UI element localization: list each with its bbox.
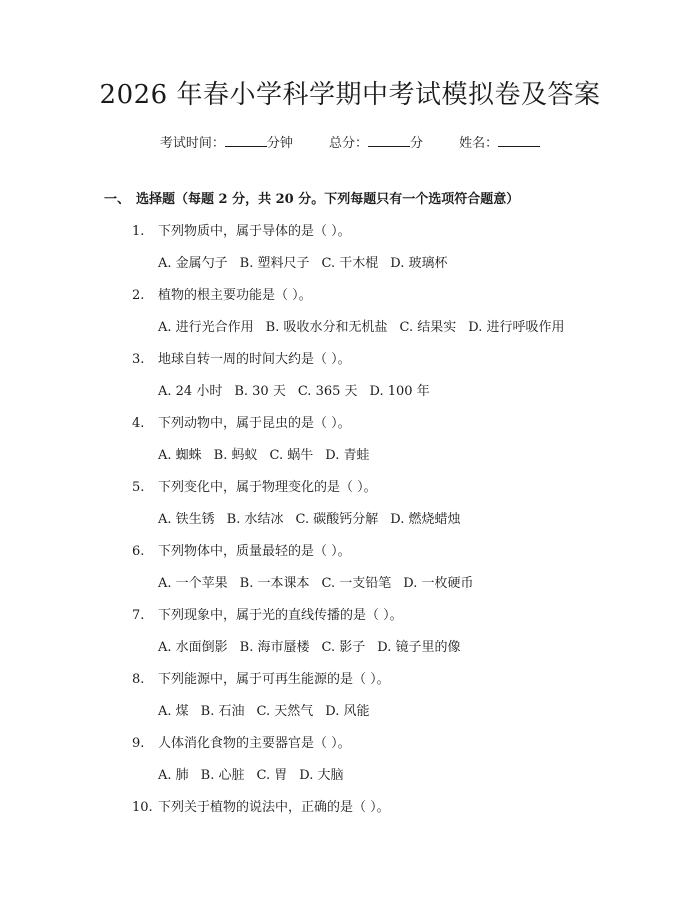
exam-time	[160, 136, 297, 151]
question-number: 10.	[132, 800, 153, 815]
option-item: D. 100 年	[369, 384, 430, 399]
question-text: 下列现象中，属于光的直线传播的是（ ）。	[158, 608, 403, 623]
section-number: 一、	[104, 192, 131, 207]
question-text: 植物的根主要功能是（ ）。	[158, 288, 312, 303]
time-blank	[225, 132, 267, 147]
option-item: B. 水结冰	[226, 512, 284, 527]
options-4	[158, 446, 381, 466]
option-item: C. 一支铅笔	[321, 576, 392, 591]
name-blank	[498, 132, 540, 147]
question-8	[132, 670, 390, 690]
option-item: D. 玻璃杯	[390, 256, 448, 271]
question-number: 9.	[132, 736, 145, 751]
option-item: B. 30 天	[234, 384, 286, 399]
question-2	[132, 286, 312, 306]
option-item: B. 一本课本	[239, 576, 310, 591]
question-7	[132, 606, 403, 626]
question-text: 人体消化食物的主要器官是（ ）。	[158, 736, 351, 751]
options-8	[158, 702, 381, 722]
time-unit: 分钟	[266, 136, 293, 151]
option-item: C. 影子	[321, 640, 366, 655]
exam-score	[329, 136, 427, 151]
option-item: A. 蜘蛛	[158, 448, 202, 463]
time-label: 考试时间：	[159, 136, 225, 151]
option-item: C. 结果实	[399, 320, 457, 335]
option-item: C. 胃	[256, 768, 288, 783]
option-item: B. 塑料尺子	[239, 256, 310, 271]
options-9	[158, 766, 355, 786]
question-9	[132, 734, 351, 754]
score-blank	[368, 132, 410, 147]
options-5	[158, 510, 472, 530]
score-label: 总分：	[328, 136, 368, 151]
question-5	[132, 478, 377, 498]
question-number: 7.	[132, 608, 145, 623]
question-10	[132, 798, 390, 818]
option-item: C. 天然气	[256, 704, 314, 719]
option-item: A. 煤	[158, 704, 189, 719]
question-number: 2.	[132, 288, 145, 303]
option-item: A. 进行光合作用	[158, 320, 254, 335]
question-3	[132, 350, 351, 370]
question-text: 下列关于植物的说法中，正确的是（ ）。	[158, 800, 390, 815]
option-item: D. 一枚硬币	[403, 576, 474, 591]
option-item: D. 进行呼吸作用	[468, 320, 565, 335]
option-item: C. 碳酸钙分解	[295, 512, 379, 527]
question-4	[132, 414, 351, 434]
options-6	[158, 574, 485, 594]
question-6	[132, 542, 351, 562]
exam-meta	[0, 132, 700, 154]
options-1	[158, 254, 459, 274]
option-item: C. 蜗牛	[269, 448, 314, 463]
section-heading	[104, 190, 519, 210]
option-item: A. 金属勺子	[158, 256, 228, 271]
question-1	[132, 222, 351, 242]
question-number: 1.	[132, 224, 145, 239]
option-item: B. 石油	[200, 704, 245, 719]
option-item: D. 大脑	[299, 768, 344, 783]
section-text: 选择题（每题 2 分，共 20 分。下列每题只有一个选项符合题意）	[136, 192, 520, 207]
question-number: 3.	[132, 352, 145, 367]
exam-name	[459, 136, 540, 151]
option-item: A. 水面倒影	[158, 640, 228, 655]
option-item: A. 一个苹果	[158, 576, 228, 591]
question-number: 8.	[132, 672, 145, 687]
question-number: 6.	[132, 544, 145, 559]
option-item: D. 镜子里的像	[377, 640, 461, 655]
option-item: C. 干木棍	[321, 256, 379, 271]
question-number: 4.	[132, 416, 145, 431]
name-label: 姓名：	[459, 136, 499, 151]
option-item: D. 青蛙	[325, 448, 370, 463]
question-text: 下列动物中，属于昆虫的是（ ）。	[158, 416, 351, 431]
options-3	[158, 382, 442, 402]
question-number: 5.	[132, 480, 145, 495]
page-title: 2026 年春小学科学期中考试模拟卷及答案	[99, 80, 601, 110]
question-text: 下列能源中，属于可再生能源的是（ ）。	[158, 672, 390, 687]
question-text: 地球自转一周的时间大约是（ ）。	[158, 352, 351, 367]
option-item: A. 铁生锈	[158, 512, 215, 527]
option-item: B. 心脏	[200, 768, 245, 783]
option-item: A. 24 小时	[158, 384, 223, 399]
score-unit: 分	[410, 136, 424, 151]
options-2	[158, 318, 576, 338]
option-item: D. 燃烧蜡烛	[390, 512, 461, 527]
option-item: D. 风能	[325, 704, 370, 719]
question-text: 下列物质中，属于导体的是（ ）。	[158, 224, 351, 239]
option-item: C. 365 天	[297, 384, 358, 399]
option-item: B. 吸收水分和无机盐	[265, 320, 388, 335]
option-item: B. 蚂蚁	[213, 448, 258, 463]
option-item: A. 肺	[158, 768, 189, 783]
option-item: B. 海市蜃楼	[239, 640, 310, 655]
question-text: 下列变化中，属于物理变化的是（ ）。	[158, 480, 377, 495]
options-7	[158, 638, 472, 658]
question-text: 下列物体中，质量最轻的是（ ）。	[158, 544, 351, 559]
